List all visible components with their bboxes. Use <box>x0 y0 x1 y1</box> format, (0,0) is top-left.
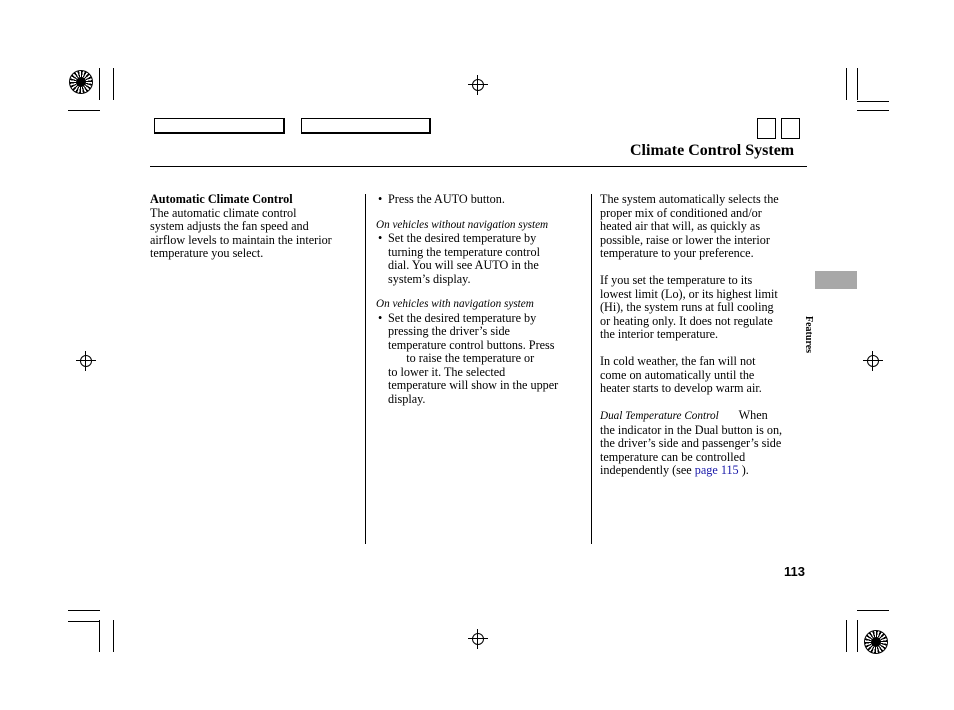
body-text: independently (see <box>600 463 692 477</box>
body-line: temperature to your preference. <box>600 246 754 260</box>
column-2 <box>376 193 588 406</box>
body-line: proper mix of conditioned and/or <box>600 205 762 220</box>
section-heading: Automatic Climate Control <box>150 192 293 206</box>
body-line: temperature can be controlled <box>600 449 746 464</box>
crop-line <box>857 110 889 111</box>
body-line <box>600 409 812 424</box>
crosshair-right-middle <box>863 351 883 371</box>
crop-line <box>68 621 100 622</box>
body-text: ). <box>741 463 749 477</box>
crop-line <box>857 620 858 652</box>
body-line: temperature you select. <box>150 246 264 260</box>
subheading: On vehicles with navigation system <box>376 298 534 310</box>
crop-line <box>846 620 847 652</box>
body-line: come on automatically until the <box>600 367 755 382</box>
crop-line <box>857 68 858 100</box>
body-line: heated air that will, as quickly as <box>600 219 761 233</box>
body-text: When <box>738 408 768 422</box>
crop-line <box>857 101 889 102</box>
body-line: dial. You will see AUTO in the <box>388 258 539 272</box>
nav-button-table-of-contents[interactable] <box>301 118 431 134</box>
crop-line <box>99 68 100 100</box>
body-line: possible, raise or lower the interior <box>600 232 770 247</box>
page-number: 113 <box>784 564 805 579</box>
body-line: The system automatically selects the <box>600 192 779 206</box>
crop-line <box>68 110 100 111</box>
page-link[interactable]: page 115 <box>694 463 739 477</box>
nav-square-button-2[interactable] <box>781 118 800 139</box>
body-line: (Hi), the system runs at full cooling <box>600 300 774 314</box>
crosshair-left-middle <box>76 351 96 371</box>
bullet-item: • Set the desired temperature by <box>376 312 588 326</box>
crop-line <box>846 68 847 100</box>
body-line: lowest limit (Lo), or its highest limit <box>600 286 778 301</box>
inline-subheading: Dual Temperature Control <box>600 410 719 422</box>
title-rule <box>150 166 807 167</box>
body-line: to raise the temperature or <box>388 351 535 365</box>
column-divider <box>365 194 366 544</box>
body-line: system’s display. <box>388 271 471 286</box>
column-1 <box>150 193 360 261</box>
crosshair-top-center <box>468 75 488 95</box>
nav-button-main-menu[interactable] <box>154 118 285 134</box>
crop-line <box>68 610 100 611</box>
column-divider <box>591 194 592 544</box>
body-line: If you set the temperature to its <box>600 273 753 287</box>
body-line: pressing the driver’s side <box>388 324 510 338</box>
body-line: In cold weather, the fan will not <box>600 354 756 368</box>
body-line: The automatic climate control <box>150 205 297 220</box>
nav-square-button-1[interactable] <box>757 118 776 139</box>
registration-target-bottom-right <box>864 630 888 654</box>
body-line: display. <box>388 391 426 406</box>
body-line <box>600 464 812 478</box>
crosshair-bottom-center <box>468 629 488 649</box>
body-line: turning the temperature control <box>388 244 540 259</box>
page-title: Climate Control System <box>630 142 795 159</box>
body-line: or heating only. It does not regulate <box>600 313 773 328</box>
body-line: the indicator in the Dual button is on, <box>600 422 783 437</box>
column-3 <box>600 193 812 478</box>
body-line: temperature will show in the upper <box>388 378 559 392</box>
body-line: temperature control buttons. Press <box>388 337 555 352</box>
body-line: airflow levels to maintain the interior <box>150 232 332 247</box>
crop-line <box>99 620 100 652</box>
body-line: system adjusts the fan speed and <box>150 219 309 233</box>
bullet-item: • Set the desired temperature by <box>376 232 588 246</box>
body-line: the interior temperature. <box>600 327 719 341</box>
crop-line <box>113 68 114 100</box>
bullet-item: • Press the AUTO button. <box>376 193 588 207</box>
body-line: the driver’s side and passenger’s side <box>600 436 782 450</box>
body-line: to lower it. The selected <box>388 364 506 379</box>
section-tab[interactable] <box>815 271 857 289</box>
side-tab-label: Features <box>803 316 814 354</box>
subheading: On vehicles without navigation system <box>376 218 549 231</box>
body-line: heater starts to develop warm air. <box>600 381 762 395</box>
registration-target-top-left <box>69 70 93 94</box>
crop-line <box>857 610 889 611</box>
crop-line <box>113 620 114 652</box>
